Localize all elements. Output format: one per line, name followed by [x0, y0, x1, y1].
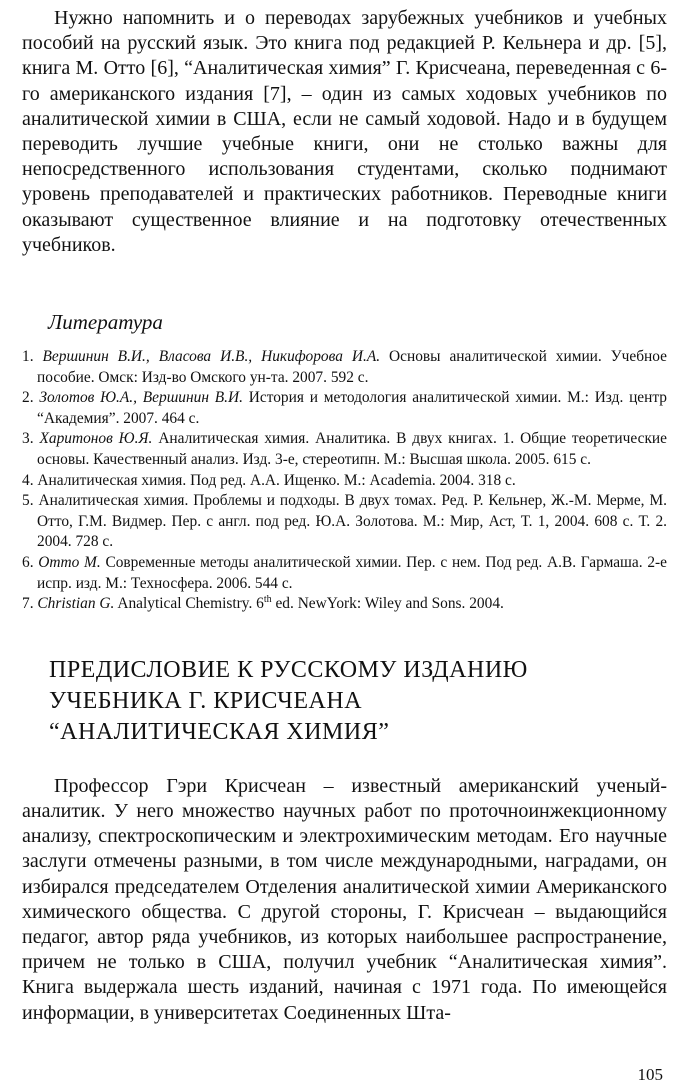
reference-item: 4. Аналитическая химия. Под ред. А.А. Ищенко. М.: Academia. 2004. 318 с. — [22, 471, 516, 489]
reference-item: 7. Christian G. Analytical Chemistry. 6th ed. NewYork: Wiley and Sons. 2004. — [22, 594, 504, 613]
references-title: Литература — [48, 310, 163, 335]
reference-item: 5. Аналитическая химия. Проблемы и подходы. В двух томах. Ред. Р. Кельнер, Ж.-М. Мерме, М. Отто, Г.М. Видмер. Пер. с англ. под ред. Ю.А. Золотова. М.: Мир, Аст, Т. 1, 2004. 608 с. Т. 2. 2004. 728 с. — [22, 492, 667, 551]
reference-item: 1. Вершинин В.И., Власова И.В., Никифорова И.А. Основы аналитической химии. Учебное пособие. Омск: Изд-во Омского ун-та. 2007. 592 с. — [22, 348, 667, 386]
section-heading-line: ПРЕДИСЛОВИЕ К РУССКОМУ ИЗДАНИЮ — [49, 656, 528, 683]
page-number: 105 — [637, 1065, 663, 1084]
section-heading — [49, 655, 667, 748]
intro-paragraph: Нужно напомнить и о переводах зарубежных учебников и учебных пособий на русский язык. Это книга под редакцией Р. Кельнера и др. [5], книга М. Отто [6], “Аналитическая химия” Г. Крисчеана, переведенная с 6-го американского издания [7], – один из самых ходовых учебников по аналитической химии в США, если не самый ходовой. Надо и в будущем переводить лучшие учебные книги, они не столько важны для непосредственного использования студентами, сколько поднимают уровень преподавателей и практических работников. Переводные книги оказывают существенное влияние и на подготовку отечественных учебников. — [22, 7, 667, 256]
section-heading-line: “АНАЛИТИЧЕСКАЯ ХИМИЯ” — [49, 718, 390, 745]
section-heading-line: УЧЕБНИКА Г. КРИСЧЕАНА — [49, 687, 363, 714]
references-list — [22, 347, 667, 615]
reference-item: 6. Отто М. Современные методы аналитической химии. Пер. с нем. Под ред. А.В. Гармаша. 2-е испр. изд. М.: Техносфера. 2006. 544 с. — [22, 553, 667, 592]
reference-item: 2. Золотов Ю.А., Вершинин В.И. История и методология аналитической химии. М.: Изд. центр “Академия”. 2007. 464 с. — [22, 389, 667, 427]
section-paragraph: Профессор Гэри Крисчеан – известный американский ученый-аналитик. У него множество научных работ по проточноинжекционному анализу, спектроскопическим и электрохимическим методам. Его научные заслуги отмечены разными, в том числе международными, наградами, он избирался председателем Отделения аналитической химии Американского химического общества. С другой стороны, Г. Крисчеан – выдающийся педагог, автор ряда учебников, из которых наибольшее распространение, причем не только в США, получил учебник “Аналитическая химия”. Книга выдержала шесть изданий, начиная с 1971 года. По имеющейся информации, в университетах Соединенных Шта- — [22, 774, 667, 1024]
reference-item: 3. Харитонов Ю.Я. Аналитическая химия. Аналитика. В двух книгах. 1. Общие теоретические основы. Качественный анализ. Изд. 3-е, стереотипн. М.: Высшая школа. 2005. 615 с. — [22, 430, 668, 468]
